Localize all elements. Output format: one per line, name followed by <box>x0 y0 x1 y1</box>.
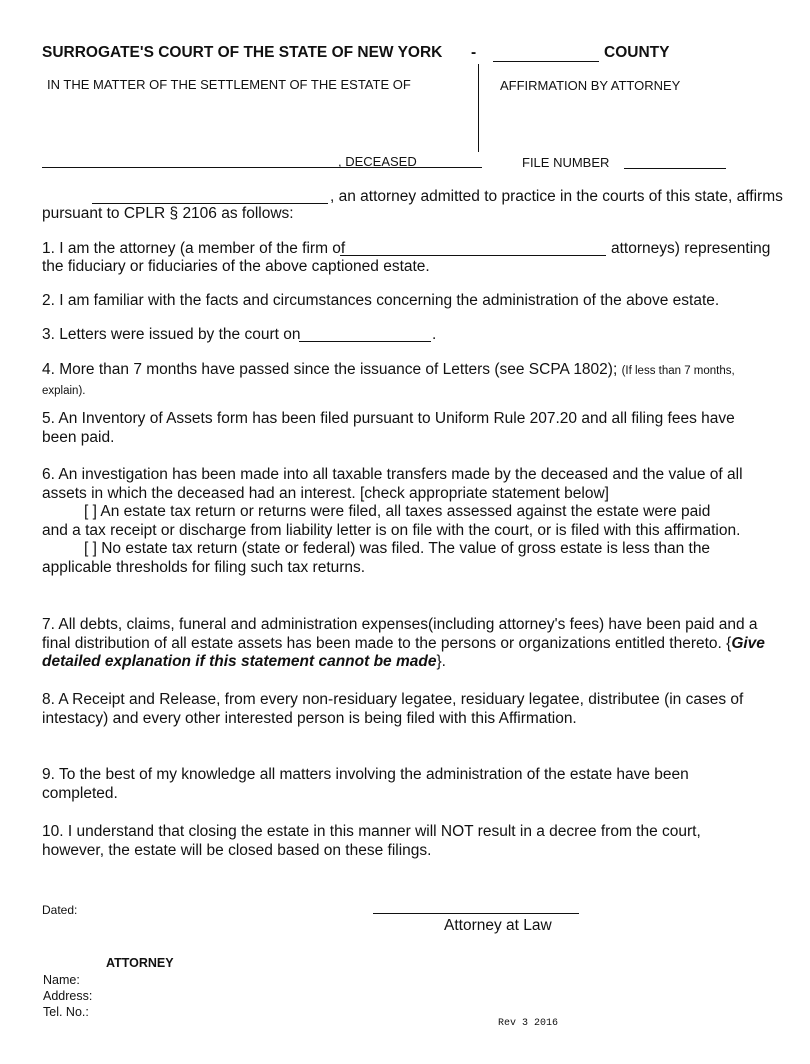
attorney-at-law: Attorney at Law <box>444 917 552 934</box>
item-1-text-a: 1. I am the attorney (a member of the firm of <box>42 240 346 257</box>
item-7-emphasis: Give detailed explanation if this statement cannot be made <box>42 634 765 670</box>
doc-type: AFFIRMATION BY ATTORNEY <box>500 78 681 93</box>
county-blank[interactable] <box>493 61 599 62</box>
file-number-label: FILE NUMBER <box>522 155 610 170</box>
item-6-option-1[interactable]: [ ] An estate tax return or returns were filed, all taxes assessed against the estate were paid <box>84 503 711 520</box>
matter-label: IN THE MATTER OF THE SETTLEMENT OF THE ESTATE OF <box>47 77 411 92</box>
dated-label: Dated: <box>42 903 78 917</box>
tel-label: Tel. No.: <box>43 1005 89 1019</box>
item-7-end: }. <box>436 653 446 670</box>
item-6-option-2-cont: applicable thresholds for filing such tax returns. <box>42 558 366 576</box>
intro-text-a: , an attorney admitted to practice in the courts of this state, affirms <box>330 188 783 205</box>
item-7-text: 7. All debts, claims, funeral and administration expenses(including attorney's fees) have been paid and a final distribution of all estate assets has been made to the persons or organizations entitled thereto. { <box>42 616 758 652</box>
firm-name-blank[interactable] <box>340 255 606 256</box>
item-4-text: 4. More than 7 months have passed since the issuance of Letters (see SCPA 1802); <box>42 361 618 378</box>
item-7 <box>42 616 766 672</box>
item-6-option-1-cont: and a tax receipt or discharge from liability letter is on file with the court, or is filed with this affirmation. <box>42 521 741 539</box>
letters-date-blank[interactable] <box>299 341 431 342</box>
item-5: 5. An Inventory of Assets form has been filed pursuant to Uniform Rule 207.20 and all filing fees have been paid. <box>42 410 735 446</box>
deceased-label: , DECEASED <box>338 154 417 169</box>
item-1-text-c: the fiduciary or fiduciaries of the above captioned estate. <box>42 258 430 275</box>
item-2: 2. I am familiar with the facts and circumstances concerning the administration of the above estate. <box>42 292 720 309</box>
name-label: Name: <box>43 973 80 987</box>
header-divider <box>478 64 479 152</box>
item-6-text: 6. An investigation has been made into all taxable transfers made by the deceased and the value of all assets in which the deceased had an interest. [check appropriate statement below] <box>42 466 743 502</box>
county-label: COUNTY <box>604 44 670 61</box>
item-1-text-b: attorneys) representing <box>611 240 771 257</box>
item-6-option-2[interactable]: [ ] No estate tax return (state or federal) was filed. The value of gross estate is less than the <box>84 540 711 557</box>
file-number-blank[interactable] <box>624 168 726 169</box>
item-4 <box>42 361 766 400</box>
revision-label: Rev 3 2016 <box>498 1018 559 1029</box>
title-dash: - <box>471 44 477 61</box>
signature-line[interactable] <box>373 913 579 914</box>
address-label: Address: <box>43 989 93 1003</box>
item-3-period: . <box>432 326 437 343</box>
attorney-heading: ATTORNEY <box>106 956 174 970</box>
item-6 <box>42 466 766 577</box>
item-3-text: 3. Letters were issued by the court on <box>42 326 301 343</box>
item-4-note: (If less than 7 months, explain). <box>42 365 735 397</box>
attorney-name-blank[interactable] <box>92 203 328 204</box>
item-10: 10. I understand that closing the estate in this manner will NOT result in a decree from the court, however, the estate will be closed based on these filings. <box>42 823 701 859</box>
intro-text-b: pursuant to CPLR § 2106 as follows: <box>42 205 294 222</box>
court-title: SURROGATE'S COURT OF THE STATE OF NEW YORK <box>42 44 443 61</box>
item-9: 9. To the best of my knowledge all matters involving the administration of the estate have been completed. <box>42 766 689 802</box>
item-8: 8. A Receipt and Release, from every non-residuary legatee, residuary legatee, distributee (in cases of intestacy) and every other interested person is being filed with this Affirmation. <box>42 691 744 727</box>
